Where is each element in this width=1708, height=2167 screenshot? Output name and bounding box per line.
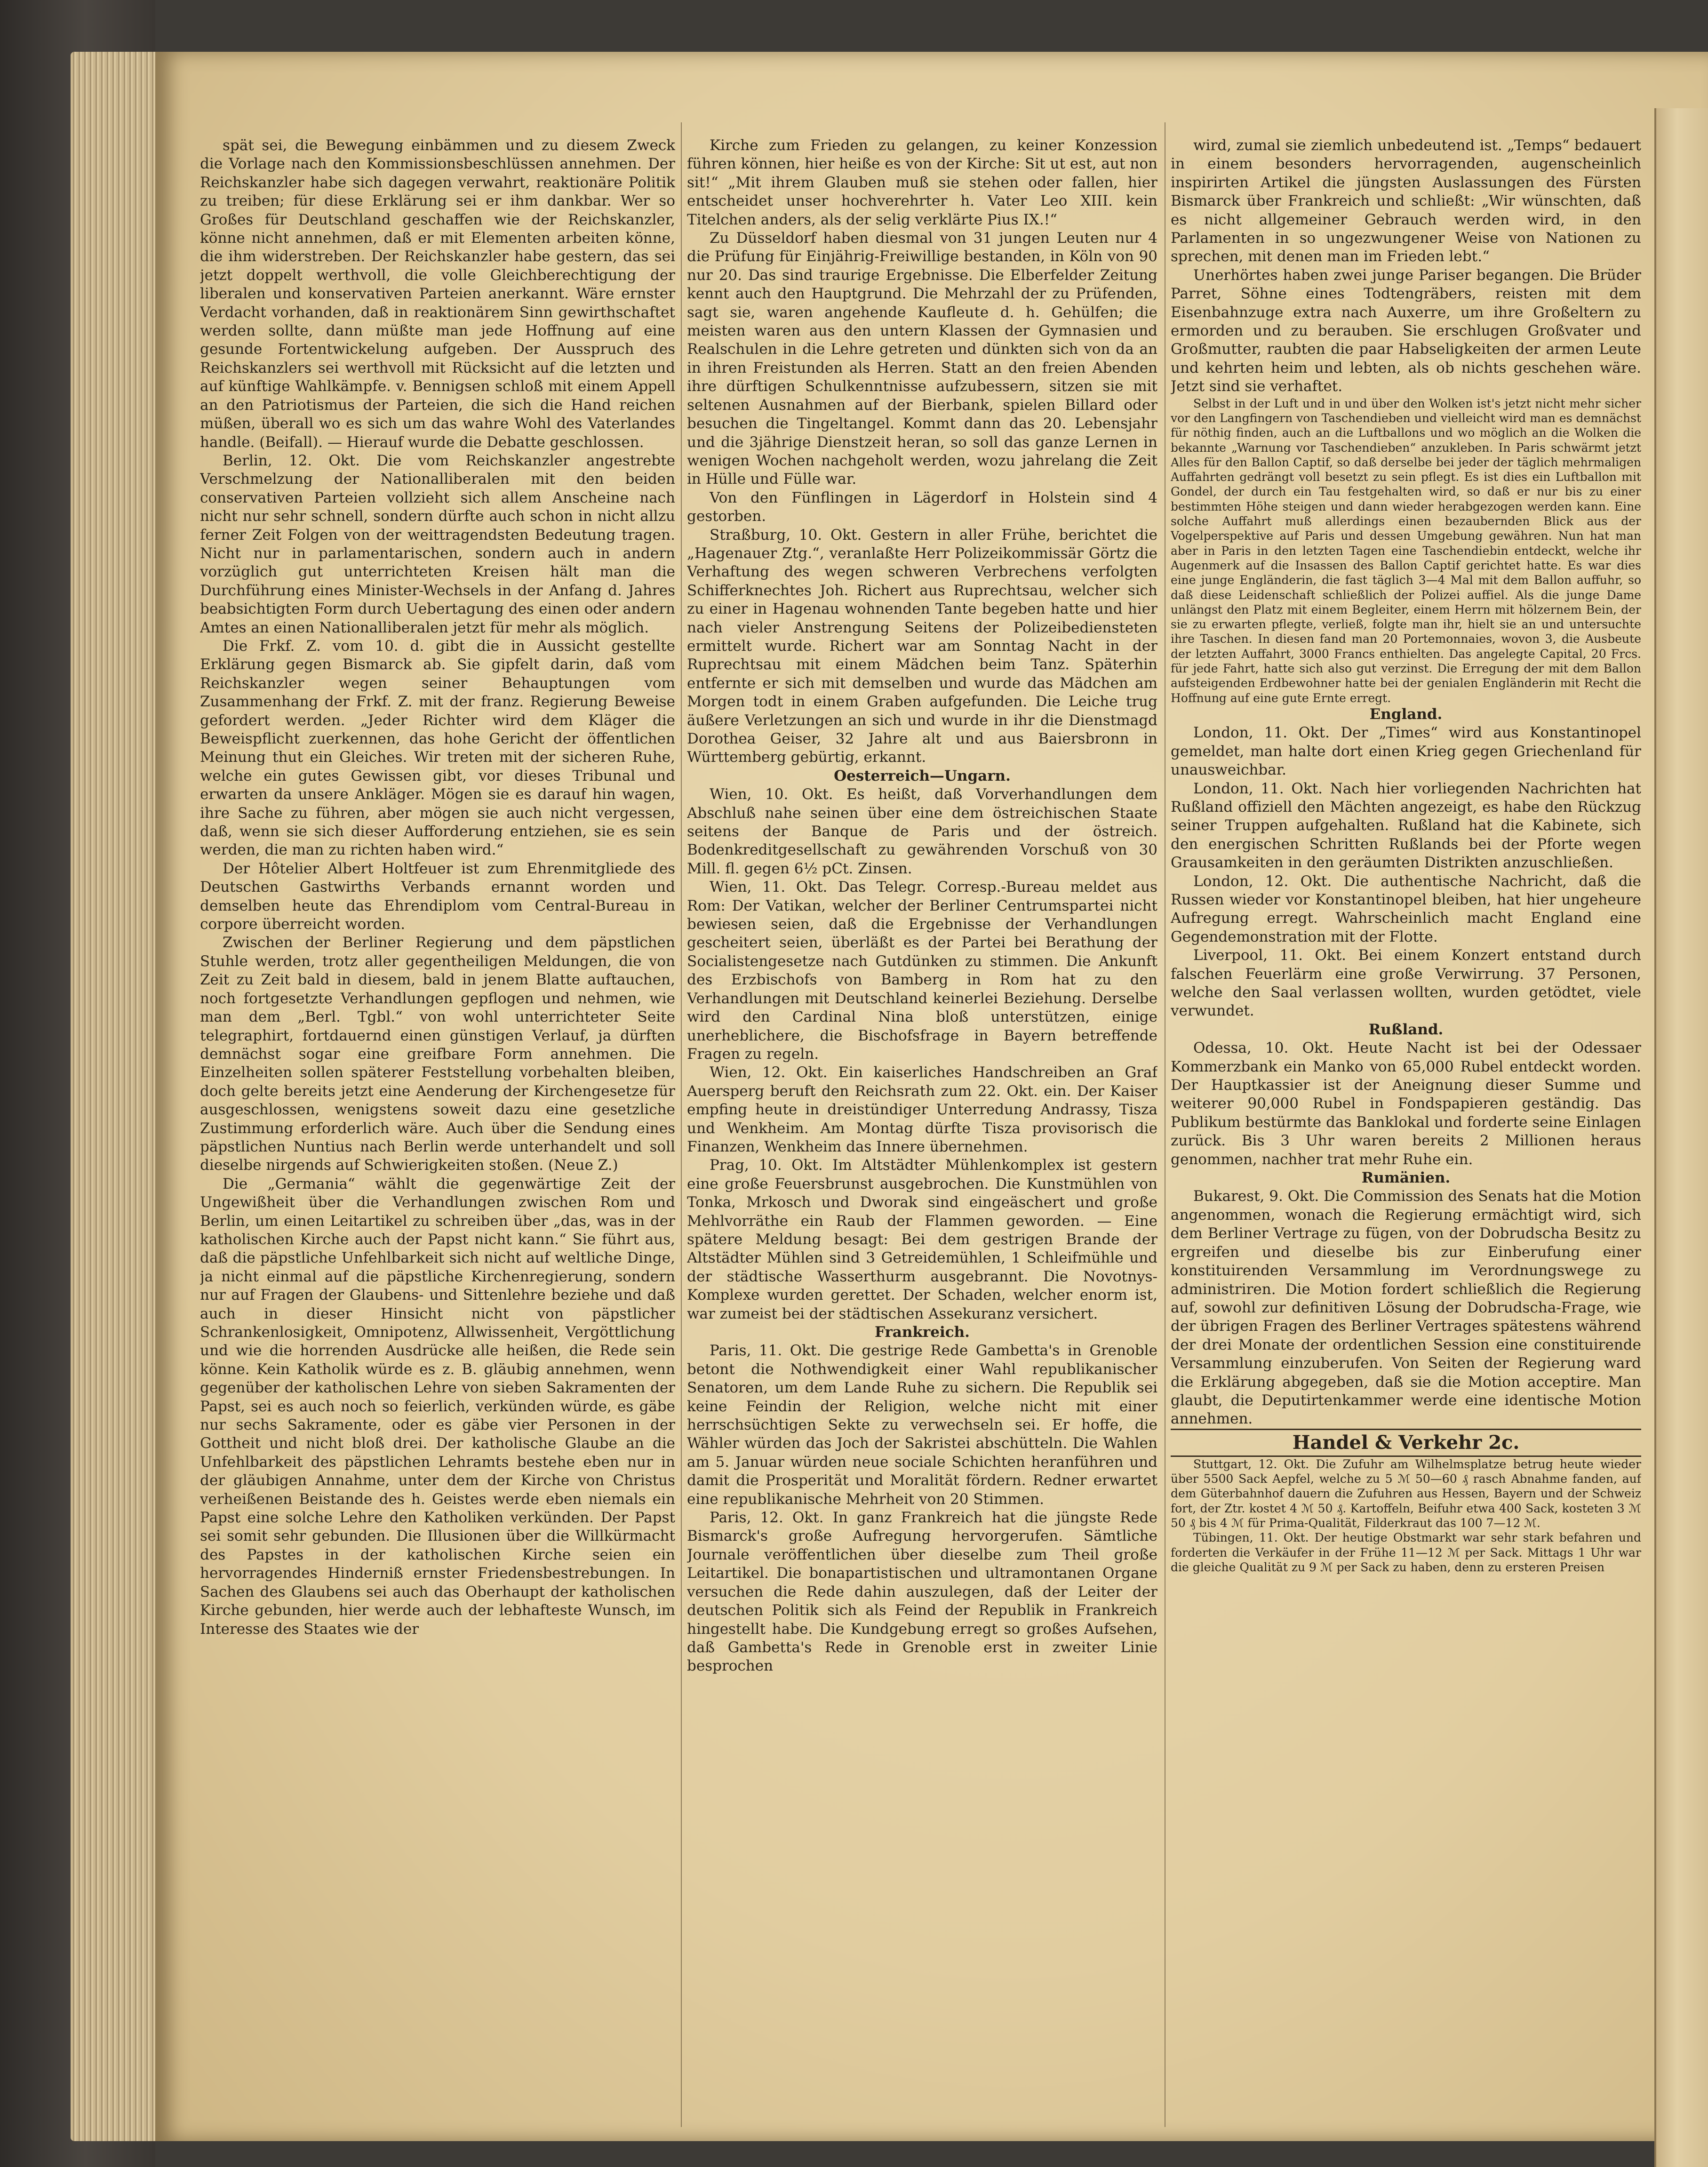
column-right (1171, 136, 1641, 2141)
article-paragraph: Unerhörtes haben zwei junge Pariser begangen. Die Brüder Parret, Söhne eines Todtengräbers, reisten mit dem Eisenbahnzuge extra nach Auxerre, um ihre Großeltern zu ermorden und zu berauben. Sie erschlugen Großvater und Großmutter, raubten die paar Habseligkeiten der armen Leute und kehrten heim und lebten, als ob nichts geschehen wäre. Jetzt sind sie verhaftet. (1171, 266, 1641, 395)
article-paragraph: Der Hôtelier Albert Holtfeuer ist zum Ehrenmitgliede des Deutschen Gastwirths Verbands ernannt worden und demselben heute das Ehrendiplom vom Central-Bureau in corpore überreicht worden. (200, 860, 675, 933)
article-paragraph: spät sei, die Bewegung einbämmen und zu diesem Zweck die Vorlage nach den Kommissionsbeschlüssen annehmen. Der Reichskanzler habe sich dagegen verwahrt, reaktionäre Politik zu treiben; für diese Erklärung sei er ihm dankbar. Wer so Großes für Deutschland geschaffen wie der Reichskanzler, könne nicht annehmen, daß er mit Elementen arbeiten könne, die ihm widerstreben. Der Reichskanzler habe gestern, das sei jetzt doppelt werthvoll, die volle Gleichberechtigung der liberalen und konservativen Parteien anerkannt. Wäre ernster Verdacht vorhanden, daß in reaktionärem Sinn gewirthschaftet werden sollte, dann müßte man jede Hoffnung auf eine gesunde Fortentwickelung aufgeben. Der Ausspruch des Reichskanzlers sei werthvoll mit Rücksicht auf die letzten und auf künftige Wahlkämpfe. v. Bennigsen schloß mit einem Appell an den Patriotismus der Parteien, die sich die Hand reichen müßen, überall wo es sich um das wahre Wohl des Vaterlandes handle. (Beifall). — Hierauf wurde die Debatte geschlossen. (200, 137, 675, 451)
article-paragraph: Wien, 11. Okt. Das Telegr. Corresp.-Bureau meldet aus Rom: Der Vatikan, welcher der Berliner Centrumspartei nicht bewiesen seien, daß die Ergebnisse der Verhandlungen gescheitert seien, überläßt es der Partei bei Berathung der Socialistengesetze nach Gutdünken zu stimmen. Die Ankunft des Erzbischofs von Bamberg in Rom hat zu den Verhandlungen mit Deutschland keinerlei Beziehung. Derselbe wird den Cardinal Nina bloß unterstützen, einige unerheblichere, die Bischofsfrage in Bayern betreffende Fragen zu regeln. (687, 879, 1157, 1063)
article-paragraph: Kirche zum Frieden zu gelangen, zu keiner Konzession führen können, hier heiße es von der Kirche: Sit ut est, aut non sit!“ „Mit ihrem Glauben muß sie stehen oder fallen, hier entscheidet unser hochverehrter h. Vater Leo XIII. kein Titelchen anders, als der selig verklärte Pius IX.!“ (687, 137, 1157, 228)
article-paragraph: Prag, 10. Okt. Im Altstädter Mühlenkomplex ist gestern eine große Feuersbrunst ausgebrochen. Die Kunstmühlen von Tonka, Mrkosch und Dworak sind eingeäschert und große Mehlvorräthe ein Raub der Flammen geworden. — Eine spätere Meldung besagt: Bei dem gestrigen Brande der Altstädter Mühlen sind 3 Getreidemühlen, 1 Schleifmühle und der städtische Wasserthurm ausgebrannt. Die Novotnys-Komplexe wurden gerettet. Der Schaden, welcher enorm ist, war zumeist bei der städtischen Assekuranz versichert. (687, 1157, 1157, 1322)
article-paragraph: Straßburg, 10. Okt. Gestern in aller Frühe, berichtet die „Hagenauer Ztg.“, veranlaßte Herr Polizeikommissär Görtz die Verhaftung des wegen schweren Verbrechens verfolgten Schifferknechtes Joh. Richert aus Ruprechtsau, welcher sich zu einer in Hagenau wohnenden Tante begeben hatte und hier nach vieler Anstrengung Seitens der Polizeibediensteten ermittelt wurde. Richert war am Sonntag Nacht in der Ruprechtsau mit einem Mädchen beim Tanz. Späterhin entfernte er sich mit demselben und wurde das Mädchen am Morgen todt in einem Graben aufgefunden. Die Leiche trug äußere Verletzungen an sich und wurde in ihr die Dienstmagd Dorothea Geiser, 32 Jahre alt und aus Baiersbronn in Württemberg gebürtig, erkannt. (687, 526, 1157, 766)
article-paragraph: Wien, 10. Okt. Es heißt, daß Vorverhandlungen dem Abschluß nahe seinen über eine dem östreichischen Staate seitens der Banque de Paris und der östreich. Bodenkreditgesellschaft zu gewährenden Vorschuß von 30 Mill. fl. gegen 6½ pCt. Zinsen. (687, 786, 1157, 877)
article-paragraph: wird, zumal sie ziemlich unbedeutend ist. „Temps“ bedauert in einem besonders hervorragenden, augenscheinlich inspirirten Artikel die jüngsten Auslassungen des Fürsten Bismarck über Frankreich und schließt: „Wir wünschten, daß es nicht allgemeiner Gebrauch werden wird, in den Parlamenten in so ungezwungener Weise von Nationen zu sprechen, mit denen man im Frieden lebt.“ (1171, 137, 1641, 265)
newspaper-page (155, 52, 1708, 2141)
article-paragraph: Bukarest, 9. Okt. Die Commission des Senats hat die Motion angenommen, wonach die Regierung ermächtigt wird, sich dem Berliner Vertrage zu fügen, von der Dobrudscha Besitz zu ergreifen und dieselbe bis zur Einberufung einer konstituirenden Versammlung im Verordnungswege zu administriren. Die Motion fordert schließlich die Regierung auf, sowohl zur definitiven Lösung der Dobrudscha-Frage, wie der übrigen Fragen des Berliner Vertrages spätestens während der drei Monate der ordentlichen Session eine constituirende Versammlung einzuberufen. Von Seiten der Regierung ward die Erklärung abgegeben, daß sie die Motion acceptire. Man glaubt, die Deputirtenkammer werde eine identische Motion annehmen. (1171, 1188, 1641, 1428)
article-paragraph: London, 11. Okt. Nach hier vorliegenden Nachrichten hat Rußland offiziell den Mächten angezeigt, es habe den Rückzug seiner Truppen aufgehalten. Rußland hat die Kabinete, sich den energischen Schritten Rußlands bei der Pforte wegen Grausamkeiten in den geräumten Distrikten anzuschließen. (1171, 780, 1641, 872)
article-paragraph: Von den Fünflingen in Lägerdorf in Holstein sind 4 gestorben. (687, 489, 1157, 525)
article-paragraph: London, 11. Okt. Der „Times“ wird aus Konstantinopel gemeldet, man halte dort einen Krieg gegen Griechenland für unausweichbar. (1171, 724, 1641, 779)
column-left (200, 136, 675, 2141)
article-paragraph-small: Tübingen, 11. Okt. Der heutige Obstmarkt war sehr stark befahren und forderten die Verkäufer in der Frühe 11—12 ℳ per Sack. Mittags 1 Uhr war die gleiche Qualität zu 9 ℳ per Sack zu haben, denn zu ersteren Preisen (1171, 1531, 1641, 1574)
column-middle (687, 136, 1157, 2141)
column-rule (681, 122, 682, 2127)
article-paragraph: Paris, 11. Okt. Die gestrige Rede Gambetta's in Grenoble betont die Nothwendigkeit einer Wahl republikanischer Senatoren, um dem Lande Ruhe zu sichern. Die Republik sei keine Feindin der Religion, welche nicht mit einer herrschsüchtigen Sekte zu verwechseln sei. Er hoffe, die Wähler würden das Joch der Sakristei abschütteln. Die Wahlen am 5. Januar würden neue sociale Schichten heranführen und damit die Prosperität und Moralität fördern. Redner erwartet eine republikanische Mehrheit von 20 Stimmen. (687, 1342, 1157, 1508)
section-heading: Rußland. (1368, 1021, 1444, 1038)
section-heading: Oesterreich—Ungarn. (834, 767, 1011, 784)
section-banner: Handel & Verkehr 2c. (1171, 1429, 1641, 1457)
section-heading: Rumänien. (1361, 1169, 1451, 1187)
article-paragraph: Wien, 12. Okt. Ein kaiserliches Handschreiben an Graf Auersperg beruft den Reichsrath zum 22. Okt. ein. Der Kaiser empfing heute in dreistündiger Unterredung Andrassy, Tisza und Wenkheim. Am Montag dürfte Tisza provisorisch die Finanzen, Wenkheim das Innere übernehmen. (687, 1064, 1157, 1155)
section-heading: Frankreich. (875, 1324, 970, 1341)
article-paragraph: Berlin, 12. Okt. Die vom Reichskanzler angestrebte Verschmelzung der Nationalliberalen mit den beiden conservativen Parteien vollzieht sich allem Anscheine nach nicht nur sehr schnell, sondern dürfte auch schon in nicht allzu ferner Zeit Folgen von der weittragendsten Bedeutung tragen. Nicht nur in parlamentarischen, sondern auch in andern vorzüglich gut unterrichteten Kreisen hält man die Durchführung eines Minister-Wechsels in der Anfang d. Jahres beabsichtigten Form durch Uebertagung des einen oder andern Amtes an einen Nationalliberalen jetzt für mehr als möglich. (200, 452, 675, 636)
article-paragraph-small: Stuttgart, 12. Okt. Die Zufuhr am Wilhelmsplatze betrug heute wieder über 5500 Sack Aepfel, welche zu 5 ℳ 50—60 ₰ rasch Abnahme fanden, auf dem Güterbahnhof dauern die Zufuhren aus Hessen, Bayern und der Schweiz fort, der Ztr. kostet 4 ℳ 50 ₰. Kartoffeln, Beifuhr etwa 400 Sack, kosteten 3 ℳ 50 ₰ bis 4 ℳ für Prima-Qualität, Filderkraut das 100 7—12 ℳ. (1171, 1457, 1641, 1530)
article-paragraph: Die „Germania“ wählt die gegenwärtige Zeit der Ungewißheit über die Verhandlungen zwischen Rom und Berlin, um einen Leitartikel zu schreiben über „das, was in der katholischen Kirche auch der Papst nicht kann.“ Sie führt aus, daß die päpstliche Unfehlbarkeit sich nicht auf weltliche Dinge, ja nicht einmal auf die päpstliche Kirchenregierung, sondern nur auf Fragen der Glaubens- und Sittenlehre beziehe und daß auch in dieser Hinsicht nicht von päpstlicher Schrankenlosigkeit, Omnipotenz, Allwissenheit, Vergöttlichung und wie die horrenden Ausdrücke alle heißen, die Rede sein könne. Kein Katholik würde es z. B. gläubig annehmen, wenn gegenüber der katholischen Lehre von sieben Sakramenten der Papst, sei es auch noch so feierlich, verkünden würde, es gäbe nur sechs Sakramente, oder es gäbe vier Personen in der Gottheit und nicht bloß drei. Der katholische Glaube an die Unfehlbarkeit des päpstlichen Lehramts bestehe eben nur in der gläubigen Annahme, unter dem der Kirche von Christus verheißenen Beistande des h. Geistes werde eben niemals ein Papst eine solche Lehre den Katholiken verkünden. Der Papst sei somit sehr gebunden. Die Illusionen über die Willkürmacht des Papstes in der katholischen Kirche seien ein hervorragendes Hinderniß ernster Friedensbestrebungen. In Sachen des Glaubens sei auch das Oberhaupt der katholischen Kirche gebunden, hier werde auch der lebhafteste Wunsch, im Interesse des Staates wie der (200, 1175, 675, 1638)
next-page-edge (1654, 108, 1708, 2167)
article-paragraph: Zwischen der Berliner Regierung und dem päpstlichen Stuhle werden, trotz aller gegentheiligen Meldungen, die von Zeit zu Zeit bald in diesem, bald in jenem Blatte auftauchen, noch fortgesetzte Verhandlungen gepflogen und nehmen, wie man dem „Berl. Tgbl.“ von wohl unterrichteter Seite telegraphirt, fortdauernd einen günstigen Verlauf, ja dürften demnächst sogar eine greifbare Form annehmen. Die Einzelheiten sollen späterer Feststellung vorbehalten bleiben, doch gelte bereits jetzt eine Aenderung der Kirchengesetze für ausgeschlossen, wenigstens soweit dazu eine gesetzliche Zustimmung erforderlich wäre. Auch über die Sendung eines päpstlichen Nuntius nach Berlin werde unterhandelt und soll dieselbe nirgends auf Schwierigkeiten stoßen. (Neue Z.) (200, 934, 675, 1174)
article-paragraph-small: Selbst in der Luft und in und über den Wolken ist's jetzt nicht mehr sicher vor den Langfingern von Taschendieben und vielleicht wird man es demnächst für nöthig finden, auch an die Luftballons und wo möglich an die Wolken die bekannte „Warnung vor Taschendieben“ anzukleben. In Paris schwärmt jetzt Alles für den Ballon Captif, so daß derselbe bei jeder der täglich mehrmaligen Auffahrten gedrängt voll besetzt zu sein pflegt. Es ist dies ein Luftballon mit Gondel, der durch ein Tau festgehalten wird, so daß er nur bis zu einer bestimmten Höhe steigen und dann wieder herabgezogen werden kann. Eine solche Auffahrt muß allerdings einen bezaubernden Blick aus der Vogelperspektive auf Paris und dessen Umgebung gewähren. Nun hat man aber in Paris in den letzten Tagen eine Taschendiebin entdeckt, welche ihr Augenmerk auf die Insassen des Ballon Captif gerichtet hatte. Es war dies eine junge Engländerin, die fast täglich 3—4 Mal mit dem Ballon auffuhr, so daß diese Leidenschaft schließlich der Polizei auffiel. Als die junge Dame unlängst den Platz mit einem Begleiter, einem Herrn mit hölzernem Bein, der sie zu erwarten pflegte, verließ, folgte man ihr, hielt sie an und untersuchte ihre Taschen. In diesen fand man 20 Portemonnaies, wovon 3, die Ausbeute der letzten Auffahrt, 3000 Francs enthielten. Das angelegte Capital, 20 Frcs. für jede Fahrt, hatte sich also gut verzinst. Die Erregung der mit dem Ballon aufsteigenden Erdbewohner hatte bei der genialen Engländerin mit Recht die Hoffnung auf eine gute Ernte erregt. (1171, 396, 1641, 705)
article-paragraph: Odessa, 10. Okt. Heute Nacht ist bei der Odessaer Kommerzbank ein Manko von 65,000 Rubel entdeckt worden. Der Hauptkassier ist der Aneignung dieser Summe und weiterer 90,000 Rubel in Fondspapieren geständig. Das Publikum bestürmte das Banklokal und forderte seine Einlagen zurück. Bis 3 Uhr waren bereits 2 Millionen heraus genommen, nachher trat mehr Ruhe ein. (1171, 1040, 1641, 1168)
article-paragraph: Liverpool, 11. Okt. Bei einem Konzert entstand durch falschen Feuerlärm eine große Verwirrung. 37 Personen, welche den Saal verlassen wollten, wurden getödtet, viele verwundet. (1171, 947, 1641, 1020)
section-heading: England. (1369, 705, 1443, 723)
page-stack-edges (71, 52, 165, 2141)
article-paragraph: Zu Düsseldorf haben diesmal von 31 jungen Leuten nur 4 die Prüfung für Einjährig-Freiwillige bestanden, in Köln von 90 nur 20. Das sind traurige Ergebnisse. Die Elberfelder Zeitung kennt auch den Hauptgrund. Die Mehrzahl der zu Prüfenden, sagt sie, waren angehende Kaufleute d. h. Gehülfen; die meisten waren aus den untern Klassen der Gymnasien und Realschulen in die Lehre getreten und dünkten sich von da an in ihren Freistunden als Herren. Statt an den freien Abenden ihre dürftigen Schulkenntnisse aufzubessern, sitzen sie mit seltenen Ausnahmen auf der Bierbank, spielen Billard oder besuchen die Tingeltangel. Kommt dann das 20. Lebensjahr und die 3jährige Dienstzeit heran, so soll das ganze Lernen in wenigen Wochen nachgeholt werden, wozu jahrelang die Zeit in Hülle und Fülle war. (687, 230, 1157, 488)
article-paragraph: Paris, 12. Okt. In ganz Frankreich hat die jüngste Rede Bismarck's große Aufregung hervorgerufen. Sämtliche Journale veröffentlichen über dieselbe zum Theil große Leitartikel. Die bonapartistischen und ultramontanen Organe versuchen die Rede dahin auszulegen, daß der Leiter der deutschen Politik sich als Feind der Republik in Frankreich hingestellt habe. Die Kundgebung erregt so großes Aufsehen, daß Gambetta's Rede in Grenoble erst in zweiter Linie besprochen (687, 1509, 1157, 1675)
article-paragraph: Die Frkf. Z. vom 10. d. gibt die in Aussicht gestellte Erklärung gegen Bismarck ab. Sie gipfelt darin, daß vom Reichskanzler wegen seiner Behauptungen vom Zusammenhang der Frkf. Z. mit der franz. Regierung Beweise gefordert werden. „Jeder Richter wird dem Kläger die Beweispflicht zuerkennen, das hohe Gericht der öffentlichen Meinung thut ein Gleiches. Wir treten mit der sicheren Ruhe, welche ein gutes Gewissen gibt, vor dieses Tribunal und erwarten da unsere Ankläger. Mögen sie es darauf hin wagen, ihre Sache zu führen, aber mögen sie auch nicht vergessen, daß, wenn sie sich dieser Aufforderung entziehen, sie es sein werden, die man zu richten haben wird.“ (200, 637, 675, 859)
article-paragraph: London, 12. Okt. Die authentische Nachricht, daß die Russen wieder vor Konstantinopel bleiben, hat hier ungeheure Aufregung erregt. Wahrscheinlich macht England eine Gegendemonstration mit der Flotte. (1171, 872, 1641, 945)
